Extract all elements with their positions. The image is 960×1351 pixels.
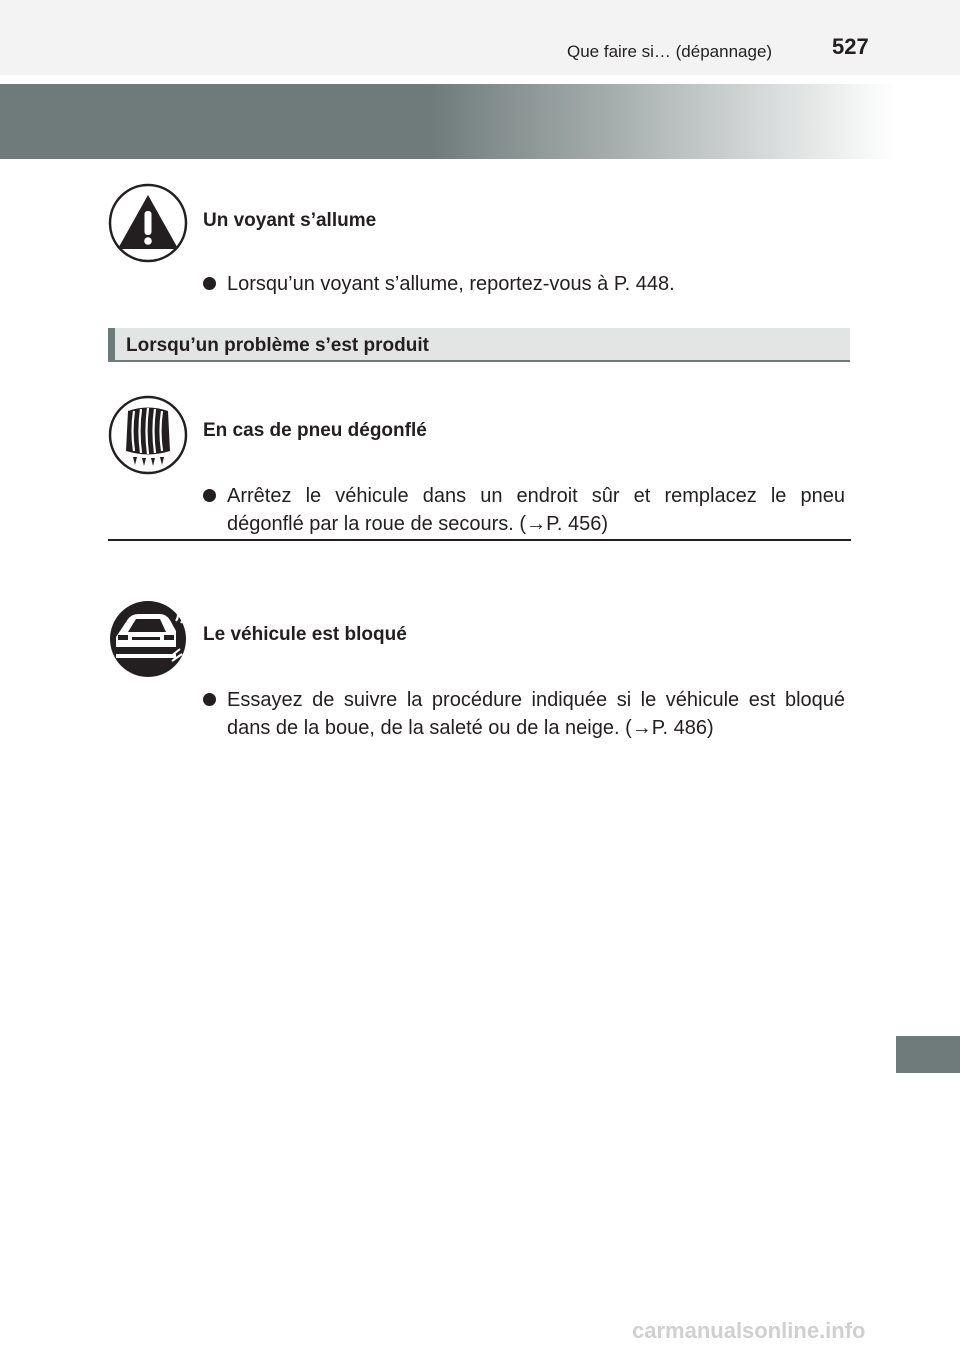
section-banner <box>108 328 850 362</box>
warning-light-icon <box>108 183 188 263</box>
flat-tire-icon <box>108 395 188 475</box>
header-gradient-band <box>0 84 895 159</box>
bullet-text-line: dans de la boue, de la saleté ou de la neige. (→P. 486) <box>227 717 714 739</box>
chapter-side-tab <box>896 1036 960 1073</box>
section-divider <box>108 539 851 541</box>
banner-label: Lorsqu’un problème s’est produit <box>126 335 429 356</box>
bullet-text-line: Essayez de suivre la procédure indiquée si le véhicule est bloqué <box>227 689 845 711</box>
item-heading: Un voyant s’allume <box>203 210 377 231</box>
stuck-vehicle-icon <box>108 599 188 679</box>
bullet-icon <box>203 277 216 290</box>
page-header <box>0 0 960 75</box>
bullet-text-line: Arrêtez le véhicule dans un endroit sûr et remplacez le pneu <box>227 485 845 507</box>
page-number: 527 <box>832 34 869 59</box>
bullet-text: Lorsqu’un voyant s’allume, reportez-vous à P. 448. <box>227 273 675 295</box>
item-heading: En cas de pneu dégonflé <box>203 420 427 441</box>
bullet-icon <box>203 489 216 502</box>
section-title: Que faire si… (dépannage) <box>567 42 773 61</box>
watermark: carmanualsonline.info <box>632 1318 866 1343</box>
bullet-icon <box>203 693 216 706</box>
item-heading: Le véhicule est bloqué <box>203 624 407 645</box>
banner-accent <box>108 328 115 360</box>
bullet-text-line: dégonflé par la roue de secours. (→P. 456) <box>227 513 608 535</box>
